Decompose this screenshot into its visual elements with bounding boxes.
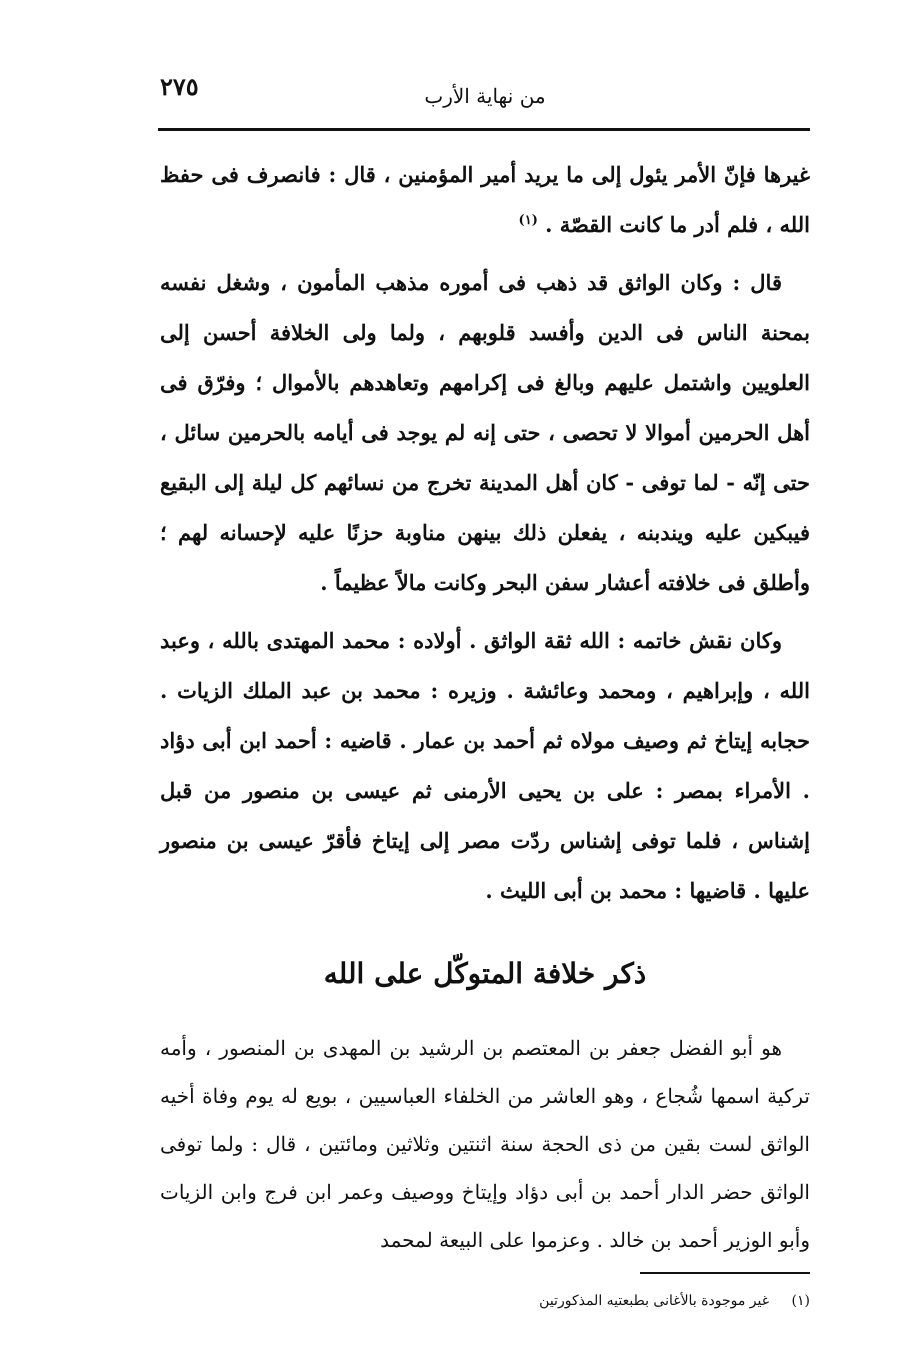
paragraph-3-text: وكان نقش خاتمه : الله ثقة الواثق . أولاده : محمد المهتدى بالله ، وعبد الله ، وإبراهيم ، ومحمد وعائشة . وزيره : محمد بن عبد الملك الزيات . حجابه إيتاخ ثم وصيف مولاه ثم أحمد بن عمار . قاضيه : أحمد ابن أبى دؤاد . الأمراء بمصر : على بن يحيى الأرمنى ثم عيسى بن منصور من قبل إشناس ، فلما توفى إشناس ردّت مصر إلى إيتاخ فأقرّ عيسى بن منصور عليها . قاضيها : محمد بن أبى الليث . (160, 628, 810, 903)
section-heading: ذكر خلافة المتوكّل على الله (323, 957, 647, 990)
paragraph-1-text: غيرها فإنّ الأمر يئول إلى ما يريد أمير المؤمنين ، قال : فانصرف فى حفظ الله ، فلم أدر ما كانت القصّة . (160, 162, 810, 237)
main-text (160, 150, 810, 1264)
footnote-rule (640, 1272, 810, 1274)
section-mutawakkil (160, 954, 810, 1264)
footnote-text: غير موجودة بالأغانى بطبعتيه المذكورتين (539, 1293, 770, 1309)
paragraph-2-text: قال : وكان الواثق قد ذهب فى أموره مذهب المأمون ، وشغل نفسه بمحنة الناس فى الدين وأفسد قلوبهم ، ولما ولى الخلافة أحسن إلى العلويين واشتمل عليهم وبالغ فى إكرامهم وتعاهدهم بالأموال ؛ وفرّق فى أهل الحرمين أموالا لا تحصى ، حتى إنه لم يوجد فى أيامه بالحرمين سائل ، حتى إنّه - لما توفى - كان أهل المدينة تخرج من نسائهم كل ليلة إلى البقيع فيبكين عليه ويندبنه ، يفعلن ذلك بينهن مناوبة حزنًا عليه لإحسانه لهم ؛ وأطلق فى خلافته أعشار سفن البحر وكانت مالاً عظيماً . (160, 270, 810, 595)
footnote-marker: (١) (518, 213, 538, 228)
page-header (160, 70, 810, 120)
section-paragraph (160, 1024, 810, 1264)
page-number: ٢٧٥ (160, 72, 199, 101)
paragraph-2 (160, 258, 810, 608)
footnote-number: (١) (791, 1293, 810, 1309)
header-rule (158, 128, 810, 131)
paragraph-3 (160, 616, 810, 916)
paragraph-1 (160, 150, 810, 250)
section-paragraph-text: هو أبو الفضل جعفر بن المعتصم بن الرشيد بن المهدى بن المنصور ، وأمه تركية اسمها شُجاع ، وهو العاشر من الخلفاء العباسيين ، بويع له يوم وفاة أخيه الواثق لست بقين من ذى الحجة سنة اثنتين وثلاثين ومائتين ، قال : ولما توفى الواثق حضر الدار أحمد بن أبى دؤاد وإيتاخ ووصيف وعمر ابن فرج وابن الزيات وأبو الوزير أحمد بن خالد . وعزموا على البيعة لمحمد (160, 1036, 810, 1252)
running-title: من نهاية الأرب (424, 84, 546, 108)
footnote (160, 1290, 810, 1312)
